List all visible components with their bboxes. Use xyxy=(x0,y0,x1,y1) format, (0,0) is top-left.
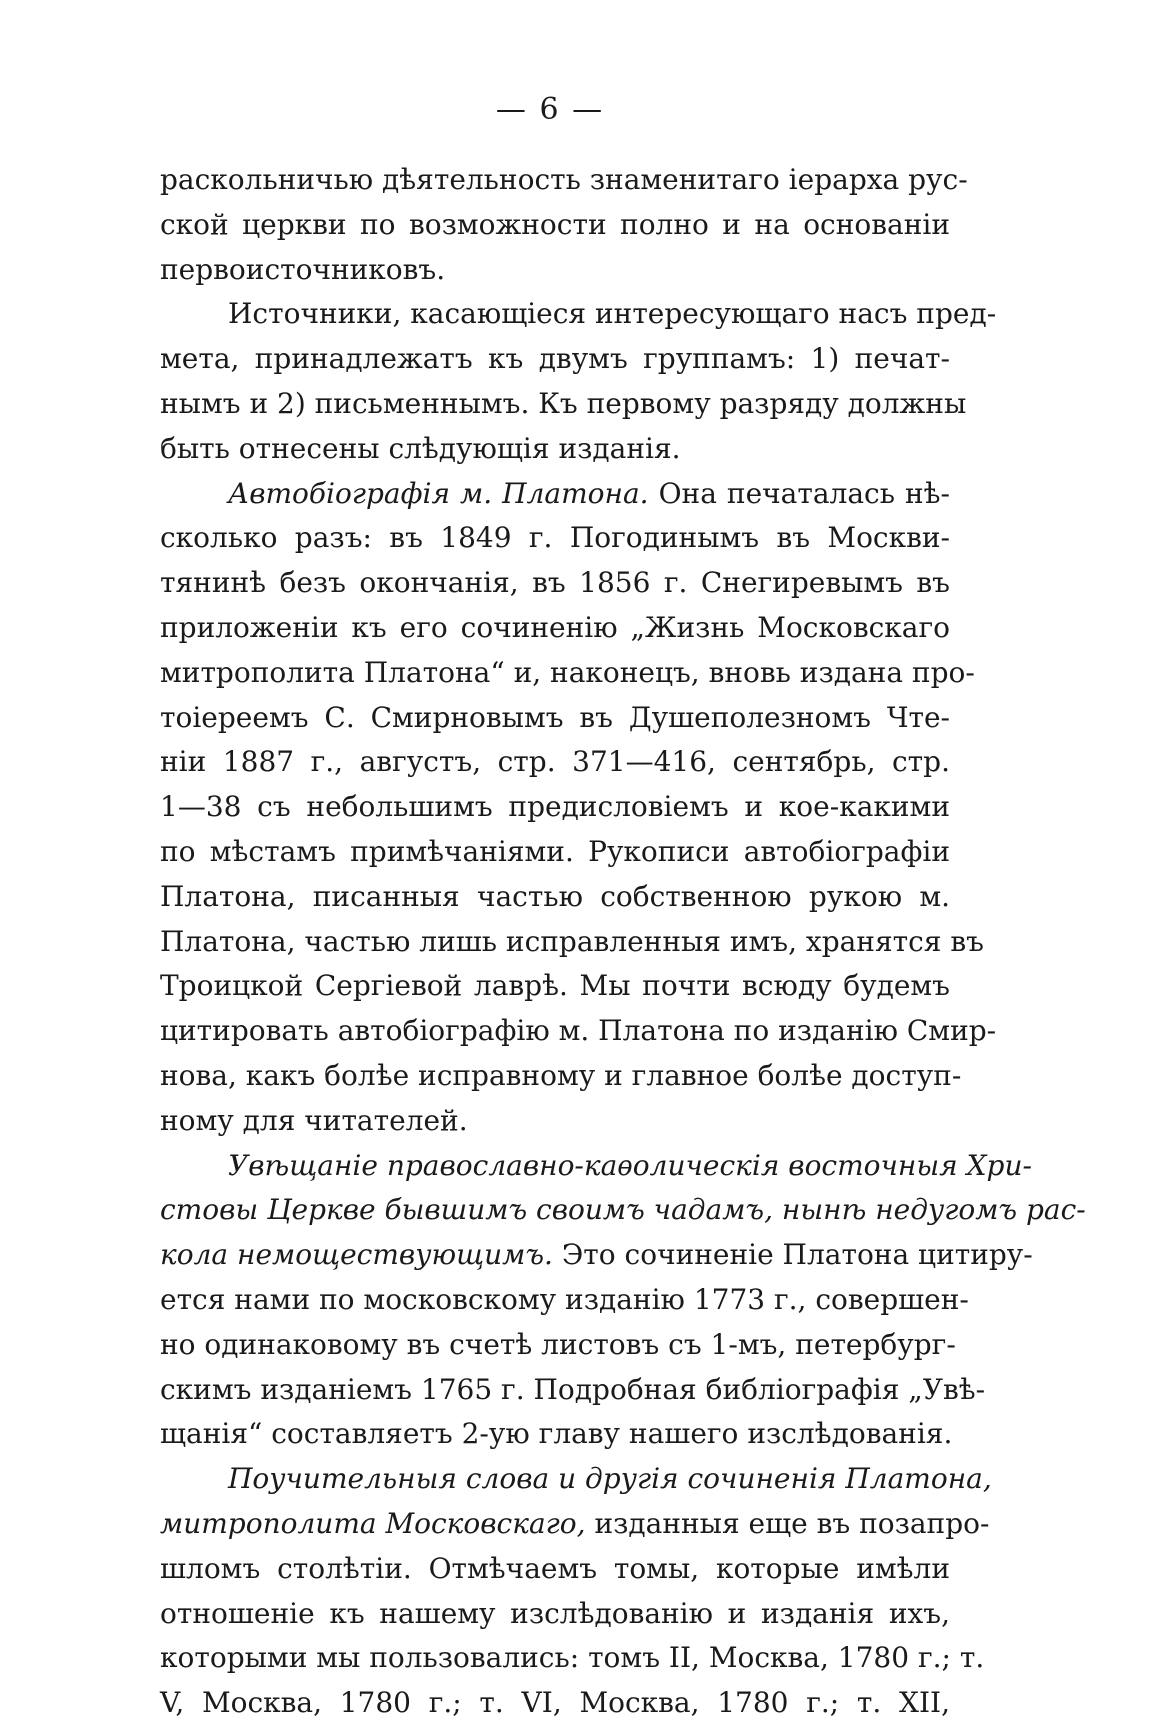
text-line xyxy=(160,203,950,248)
text-segment: нова, какъ болѣе исправному и главное болѣе доступ- xyxy=(160,1058,962,1092)
text-line xyxy=(160,1368,986,1413)
text-line xyxy=(160,651,975,696)
text-segment: Платона, частью лишь исправленныя имъ, хранятся въ xyxy=(160,924,984,958)
text-segment: раскольничью дѣятельность знаменитаго іерарха рус- xyxy=(160,163,968,196)
text-segment: ется нами по московскому изданію 1773 г., совершен- xyxy=(160,1282,969,1316)
text-segment: ской церкви по возможности полно и на основаніи xyxy=(160,207,950,241)
text-line xyxy=(160,1412,953,1457)
text-segment: сколько разъ: въ 1849 г. Погодинымъ въ Москви- xyxy=(160,521,950,555)
text-segment: V, Москва, 1780 г.; т. VI, Москва, 1780 г.; т. XII, xyxy=(160,1686,950,1720)
text-segment: Она печаталась нѣ- xyxy=(648,476,951,510)
text-line xyxy=(160,337,950,382)
text-line xyxy=(160,1278,969,1323)
italic-title-segment: Поучительныя слова и другія сочиненія Платона, xyxy=(228,1462,992,1496)
text-segment: отношеніе къ нашему изслѣдованію и изданія ихъ, xyxy=(160,1596,950,1630)
text-line xyxy=(160,561,950,606)
text-segment: Источники, касающіеся интересующаго насъ пред- xyxy=(228,297,997,331)
text-line xyxy=(160,1592,950,1637)
text-line xyxy=(160,1323,956,1368)
text-line xyxy=(160,1054,962,1099)
text-line xyxy=(160,920,984,965)
italic-title-segment: Увѣщаніе православно-каѳолическія восточныя Хри- xyxy=(228,1148,1032,1182)
text-line xyxy=(160,248,950,293)
text-line xyxy=(160,1681,950,1726)
text-segment: изданныя еще въ позапро- xyxy=(585,1506,990,1540)
text-line xyxy=(160,382,967,427)
text-line xyxy=(160,1188,1086,1233)
text-line xyxy=(160,830,950,875)
text-segment: цитировать автобіографію м. Платона по изданію Смир- xyxy=(160,1014,997,1048)
text-segment: по мѣстамъ примѣчаніями. Рукописи автобіографіи xyxy=(160,834,950,868)
text-segment: Это сочиненіе Платона цитиру- xyxy=(552,1238,1033,1272)
text-segment: щанія“ составляетъ 2-ую главу нашего изслѣдованія. xyxy=(160,1417,953,1451)
text-line xyxy=(160,1457,992,1502)
page-number: — 6 — xyxy=(495,92,605,127)
text-segment: тоіереемъ С. Смирновымъ въ Душеполезномъ Чте- xyxy=(160,700,950,734)
text-segment: но одинаковому въ счетѣ листовъ съ 1-мъ, петербург- xyxy=(160,1327,956,1361)
text-line xyxy=(160,696,950,741)
text-line xyxy=(160,1099,950,1144)
text-segment: приложеніи къ его сочиненію „Жизнь Московскаго xyxy=(160,610,950,644)
text-line xyxy=(160,1636,985,1681)
text-segment: Троицкой Сергіевой лаврѣ. Мы почти всюду будемъ xyxy=(160,969,950,1003)
text-segment: быть отнесены слѣдующія изданія. xyxy=(160,431,681,465)
text-line xyxy=(160,516,950,561)
text-line xyxy=(160,472,950,517)
text-segment: ному для читателей. xyxy=(160,1103,468,1137)
text-segment: шломъ столѣтіи. Отмѣчаемъ томы, которые имѣли xyxy=(160,1551,950,1585)
text-line xyxy=(160,158,968,203)
text-segment: 1—38 съ небольшимъ предисловіемъ и кое-какими xyxy=(160,790,950,824)
text-segment: мета, принадлежатъ къ двумъ группамъ: 1) печат- xyxy=(160,342,950,376)
italic-title-segment: Автобіографія м. Платона. xyxy=(228,476,649,510)
text-segment: тянинѣ безъ окончанія, въ 1856 г. Снегиревымъ въ xyxy=(160,566,950,600)
text-segment: первоисточниковъ. xyxy=(160,252,446,286)
text-line xyxy=(160,1144,1032,1189)
body-text xyxy=(160,158,1086,1726)
text-segment: скимъ изданіемъ 1765 г. Подробная библіографія „Увѣ- xyxy=(160,1372,986,1406)
text-segment: которыми мы пользовались: томъ II, Москва, 1780 г.; т. xyxy=(160,1641,985,1675)
text-line xyxy=(160,292,997,337)
text-segment: митрополита Платона“ и, наконецъ, вновь издана про- xyxy=(160,655,975,689)
text-segment: нымъ и 2) письменнымъ. Къ первому разряду должны xyxy=(160,386,967,420)
italic-title-segment: кола немоществующимъ. xyxy=(160,1238,553,1272)
text-segment: ніи 1887 г., августъ, стр. 371—416, сентябрь, стр. xyxy=(160,745,950,779)
text-line xyxy=(160,427,950,472)
text-line xyxy=(160,1009,997,1054)
text-line xyxy=(160,740,950,785)
text-line xyxy=(160,875,950,920)
italic-title-segment: митрополита Московскаго, xyxy=(160,1506,586,1540)
text-line xyxy=(160,1233,1033,1278)
text-line xyxy=(160,1547,950,1592)
text-segment: Платона, писанныя частью собственною рукою м. xyxy=(160,879,950,913)
text-line xyxy=(160,1502,990,1547)
text-line xyxy=(160,606,950,651)
text-line xyxy=(160,964,950,1009)
italic-title-segment: стовы Церкве бывшимъ своимъ чадамъ, нынѣ недугомъ рас- xyxy=(160,1193,1086,1227)
text-line xyxy=(160,785,950,830)
